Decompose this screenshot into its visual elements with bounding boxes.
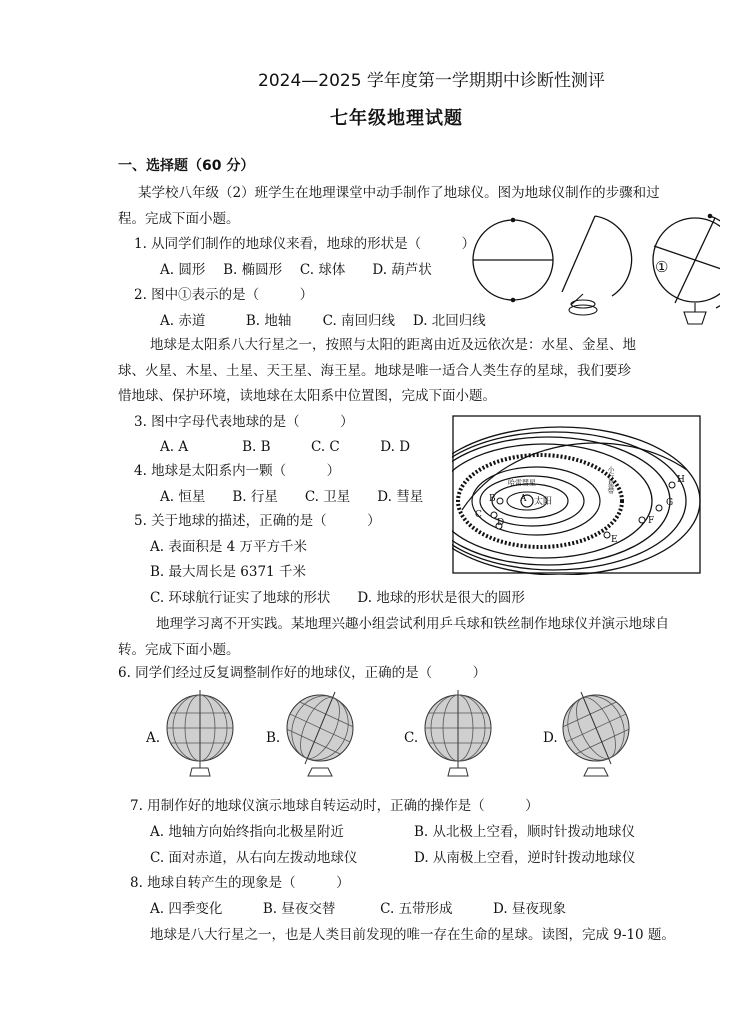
planet-h-label: H: [677, 475, 685, 485]
group4-line1: 地球是八大行星之一，也是人类目前发现的唯一存在生命的星球。读图，完成 9-10 题。: [150, 927, 675, 943]
group1-intro-line1: 某学校八年级（2）班学生在地理课堂中动手制作了地球仪。图为地球仪制作的步骤和过: [138, 185, 660, 201]
q8-options: A. 四季变化 B. 昼夜交替 C. 五带形成 D. 昼夜现象: [150, 901, 566, 917]
comet-label: 哈雷彗星: [508, 479, 536, 487]
q4-options: A. 恒星 B. 行星 C. 卫星 D. 彗星: [160, 489, 424, 505]
globe-option-c: [418, 688, 498, 783]
planet-d-label: D: [497, 518, 505, 528]
planet-c-label: C: [475, 510, 482, 520]
q6-label-a: A.: [146, 730, 161, 746]
group2-line1: 地球是太阳系八大行星之一，按照与太阳的距离由近及远依次是：水星、金星、地: [150, 337, 636, 353]
planet-g-label: G: [666, 498, 674, 508]
q1-options: A. 圆形 B. 椭圆形 C. 球体 D. 葫芦状: [160, 262, 432, 278]
exam-subtitle: 七年级地理试题: [330, 108, 463, 129]
q3-stem: 3. 图中字母代表地球的是（ ）: [134, 414, 354, 430]
group3-line1: 地理学习离不开实践。某地理兴趣小组尝试利用乒乓球和铁丝制作地球仪并演示地球自: [156, 616, 669, 632]
q6-label-c: C.: [404, 730, 419, 746]
q5-option-cd: C. 环球航行证实了地球的形状 D. 地球的形状是很大的圆形: [150, 590, 525, 606]
group1-intro-line2: 程。完成下面小题。: [118, 211, 240, 227]
planet-e-label: E: [611, 535, 618, 545]
globe-option-d: [556, 688, 636, 783]
sun-label: 太阳: [534, 497, 553, 507]
q5-stem: 5. 关于地球的描述，正确的是（ ）: [134, 513, 381, 529]
section-heading: 一、选择题（60 分）: [118, 158, 255, 174]
q6-stem: 6. 同学们经过反复调整制作好的地球仪，正确的是（ ）: [118, 665, 487, 681]
q7-option-a: A. 地轴方向始终指向北极星附近: [150, 824, 344, 840]
q1-stem: 1. 从同学们制作的地球仪来看，地球的形状是（ ）: [134, 236, 476, 252]
planet-a-label: A: [520, 494, 527, 504]
group2-line3: 惜地球、保护环境，读地球在太阳系中位置图，完成下面小题。: [118, 388, 496, 404]
group3-line2: 转。完成下面小题。: [118, 642, 240, 658]
group2-line2: 球、火星、木星、土星、天王星、海王星。地球是唯一适合人类生存的星球，我们要珍: [118, 363, 631, 379]
q7-option-b: B. 从北极上空看，顺时针拨动地球仪: [414, 824, 636, 840]
q7-option-c: C. 面对赤道，从右向左拨动地球仪: [150, 850, 358, 866]
q6-label-b: B.: [266, 730, 281, 746]
q5-option-b: B. 最大周长是 6371 千米: [150, 564, 306, 580]
globe-option-a: [160, 688, 240, 783]
q2-stem: 2. 图中①表示的是（ ）: [134, 287, 314, 303]
planet-f-label: F: [648, 516, 655, 526]
q2-options: A. 赤道 B. 地轴 C. 南回归线 D. 北回归线: [160, 313, 486, 329]
q5-option-a: A. 表面积是 4 万平方千米: [150, 539, 308, 555]
globe-making-figure: [470, 208, 720, 333]
asteroid-belt-label: 小行星带: [607, 466, 615, 494]
exam-title: 2024—2025 学年度第一学期期中诊断性测评: [258, 71, 605, 91]
planet-b-label: B: [489, 494, 496, 504]
q6-label-d: D.: [543, 730, 558, 746]
q3-options: A. A B. B C. C D. D: [160, 439, 411, 455]
q7-stem: 7. 用制作好的地球仪演示地球自转运动时，正确的操作是（ ）: [130, 798, 539, 814]
globe-option-b: [280, 688, 360, 783]
figure-marker-1: ①: [655, 258, 669, 276]
q8-stem: 8. 地球自转产生的现象是（ ）: [130, 875, 350, 891]
q4-stem: 4. 地球是太阳系内一颗（ ）: [134, 463, 341, 479]
q7-option-d: D. 从南极上空看，逆时针拨动地球仪: [414, 850, 636, 866]
